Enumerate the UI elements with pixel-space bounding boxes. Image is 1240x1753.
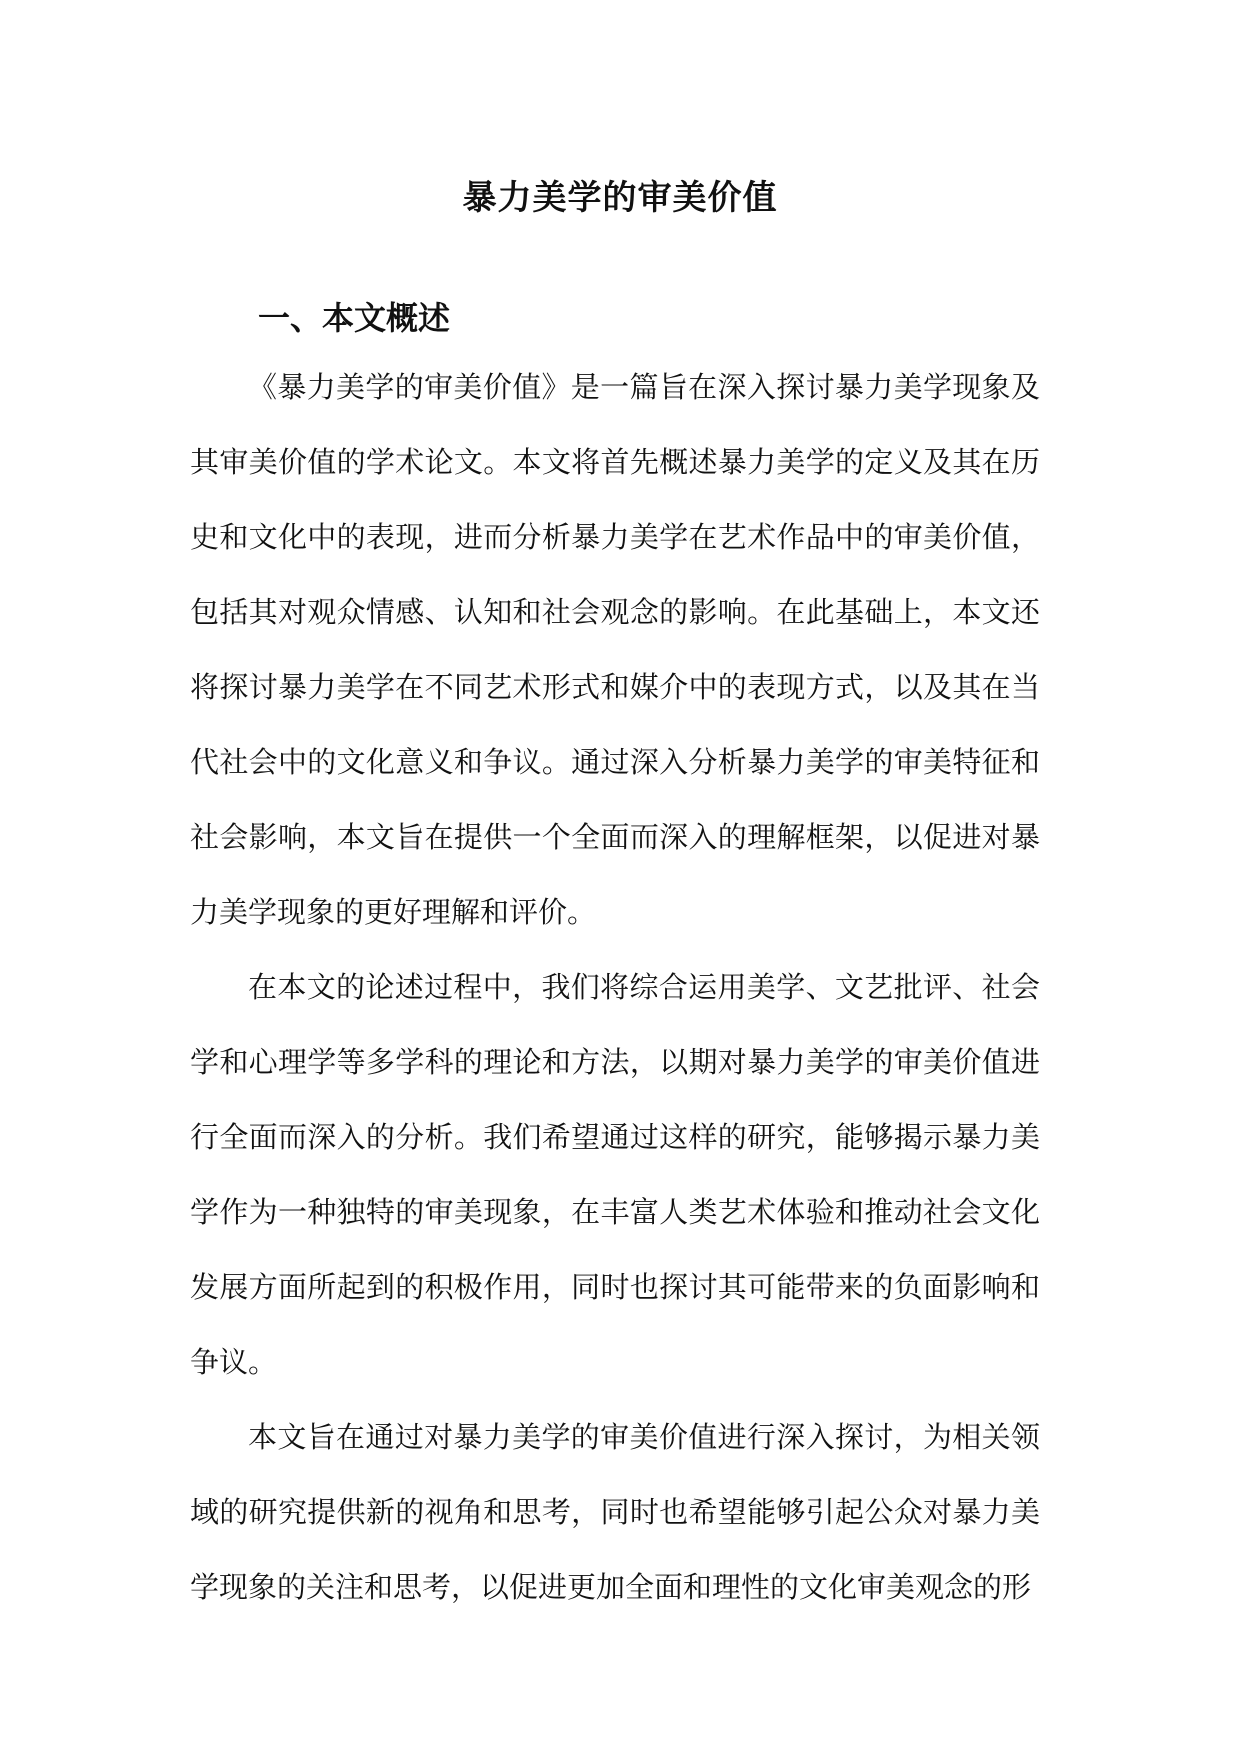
document-title: 暴力美学的审美价值 — [462, 177, 778, 218]
section-body — [190, 350, 1040, 1625]
paragraph-method: 在本文的论述过程中，我们将综合运用美学、文艺批评、社会学和心理学等多学科的理论和方法，以期对暴力美学的审美价值进行全面而深入的分析。我们希望通过这样的研究，能够揭示暴力美学作为一种独特的审美现象，在丰富人类艺术体验和推动社会文化发展方面所起到的积极作用，同时也探讨其可能带来的负面影响和争议。 — [190, 970, 1040, 1379]
section-heading: 一、本文概述 — [258, 298, 451, 337]
paragraph-purpose: 本文旨在通过对暴力美学的审美价值进行深入探讨，为相关领域的研究提供新的视角和思考，同时也希望能够引起公众对暴力美学现象的关注和思考，以促进更加全面和理性的文化审美观念的形 — [190, 1420, 1040, 1604]
paragraph-overview: 《暴力美学的审美价值》是一篇旨在深入探讨暴力美学现象及其审美价值的学术论文。本文将首先概述暴力美学的定义及其在历史和文化中的表现，进而分析暴力美学在艺术作品中的审美价值，包括其对观众情感、认知和社会观念的影响。在此基础上，本文还将探讨暴力美学在不同艺术形式和媒介中的表现方式，以及其在当代社会中的文化意义和争议。通过深入分析暴力美学的审美特征和社会影响，本文旨在提供一个全面而深入的理解框架，以促进对暴力美学现象的更好理解和评价。 — [190, 370, 1040, 929]
